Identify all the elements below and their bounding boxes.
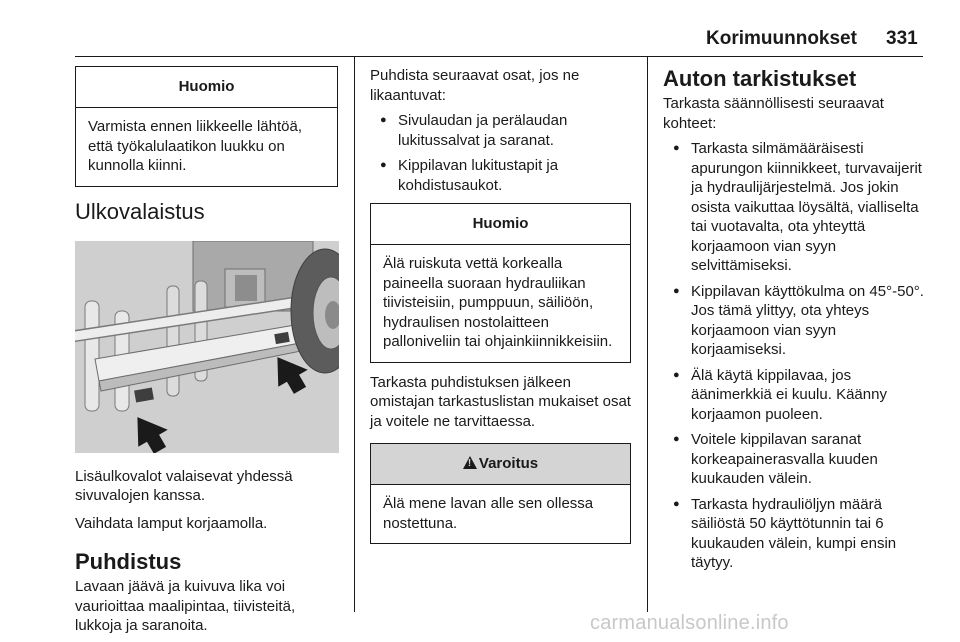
- cleaning-intro: Puhdista seuraavat osat, jos ne likaantuvat:: [370, 67, 580, 104]
- column-2: [370, 66, 632, 544]
- notice-text: Varmista ennen liikkeelle lähtöä, että työkalulaatikon luukku on kunnolla kiinni.: [88, 118, 303, 174]
- illustration-exterior-lights: [75, 241, 339, 453]
- list-item: ● Kippilavan käyttökulma on 45°-50°. Jos tämä ylittyy, ota yhteys korjaamoon vian syyn korjaamiseksi.: [663, 282, 925, 360]
- after-cleaning-text: Tarkasta puhdistuksen jälkeen omistajan tarkastuslistan mukaiset osat ja voitele ne tarvittaessa.: [370, 373, 631, 430]
- notice-heading: Huomio: [371, 204, 630, 245]
- list-item: ● Tarkasta silmämääräisesti apurungon kiinnikkeet, turvavaijerit ja hydraulijärjestelmä. Jos jokin osista vaikuttaa löysältä, vialliselta tai vuotavalta, ota yhteyttä korjaamoon vian syyn selvittämiseksi.: [663, 139, 925, 276]
- column-divider-2: [647, 56, 648, 612]
- watermark: carmanualsonline.info: [590, 612, 789, 634]
- list-item: ● Tarkasta hydrauliöljyn määrä säiliöstä 50 käyttötunnin tai 6 kuukauden välein, kumpi ensin täytyy.: [663, 495, 925, 573]
- warning-text: Älä mene lavan alle sen ollessa nostettuna.: [383, 495, 594, 532]
- warning-triangle-icon: [463, 456, 477, 469]
- header-rule: [75, 56, 923, 57]
- list-item: ● Sivulaudan ja perälaudan lukitussalvat ja saranat.: [370, 111, 632, 150]
- notice-text: Älä ruiskuta vettä korkealla paineella suoraan hydrauliikan tiivisteisiin, pumppuun, säiliöön, hydraulisen nostolaitteen palloniveliin tai ohjainkiinnikkeisiin.: [383, 255, 613, 350]
- notice-box-water-pressure: [370, 203, 631, 363]
- section-heading-ulkovalaistus: Ulkovalaistus: [75, 198, 205, 224]
- column-3: [663, 66, 925, 579]
- ulkovalaistus-paragraph-2: Vaihdata lamput korjaamolla.: [75, 514, 268, 532]
- section-heading-auton-tarkistukset: Auton tarkistukset: [663, 66, 857, 91]
- checks-list: [663, 139, 925, 573]
- cleaning-list: [370, 111, 632, 195]
- section-heading-puhdistus: Puhdistus: [75, 549, 182, 574]
- notice-heading: Huomio: [76, 67, 337, 108]
- list-item: ● Älä käytä kippilavaa, jos äänimerkkiä ei kuulu. Käänny korjaamon puoleen.: [663, 366, 925, 425]
- column-divider-1: [354, 56, 355, 612]
- ulkovalaistus-paragraph-1: Lisäulkovalot valaisevat yhdessä sivuvalojen kanssa.: [75, 467, 293, 504]
- notice-box-toolbox: [75, 66, 338, 187]
- list-item: ● Voitele kippilavan saranat korkeapainerasvalla kuuden kuukauden välein.: [663, 430, 925, 489]
- warning-box: [370, 443, 631, 544]
- checks-intro: Tarkasta säännöllisesti seuraavat kohteet:: [663, 95, 884, 132]
- warning-heading: !Varoitus: [371, 444, 630, 485]
- page-number: 331: [886, 28, 918, 49]
- puhdistus-paragraph: Lavaan jäävä ja kuivuva lika voi vaurioittaa maalipintaa, tiivisteitä, lukkoja ja saranoita.: [75, 578, 296, 634]
- list-item: ● Kippilavan lukitustapit ja kohdistusaukot.: [370, 156, 632, 195]
- page-header-title: Korimuunnokset: [706, 28, 857, 49]
- column-1: [75, 66, 339, 636]
